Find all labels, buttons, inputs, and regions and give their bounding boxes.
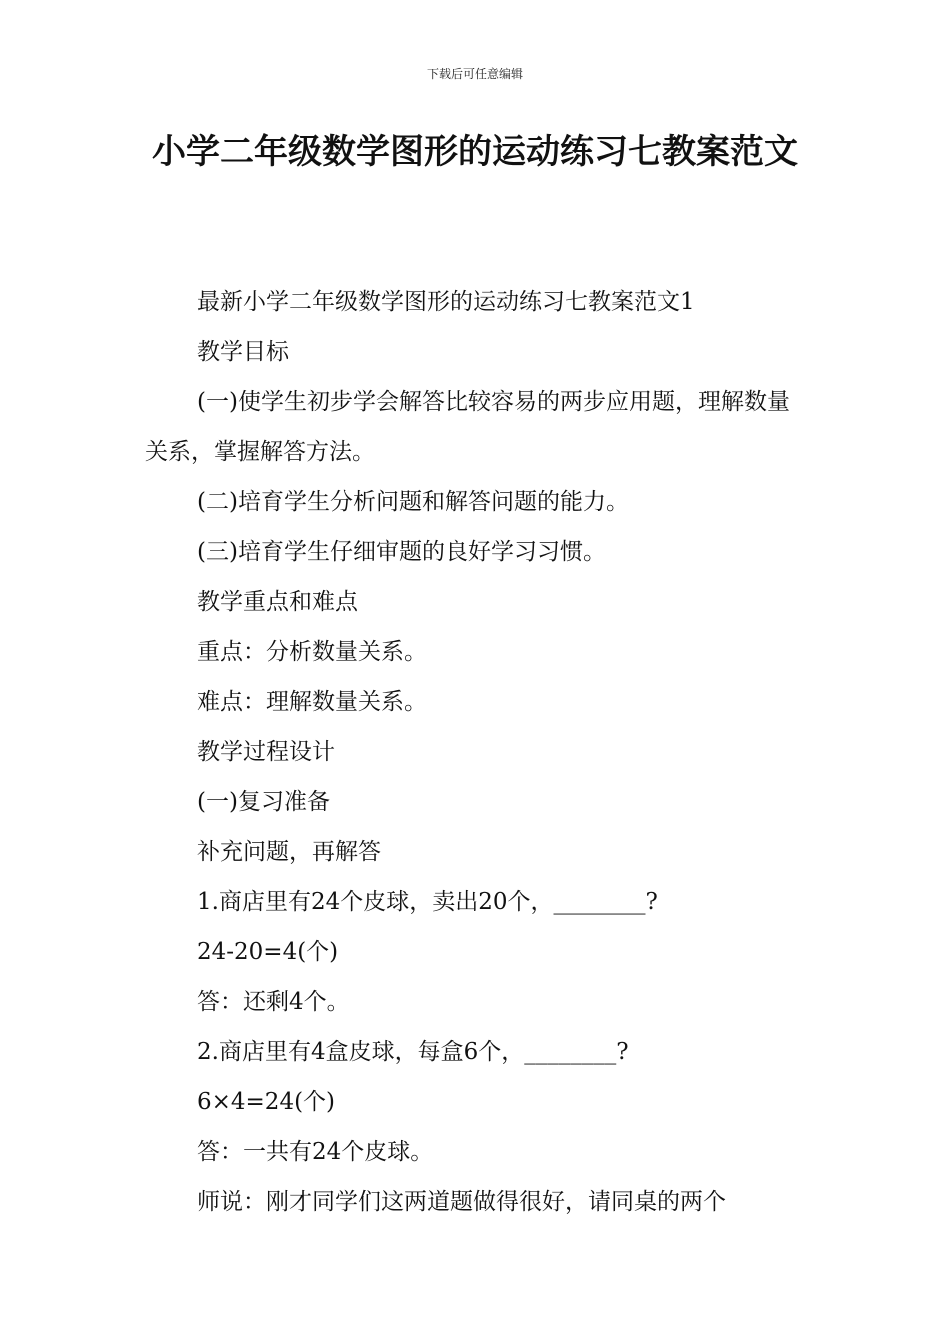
paragraph-key-points-heading: 教学重点和难点	[197, 589, 358, 615]
paragraph-goal-3: (三)培育学生仔细审题的良好学习习惯。	[197, 539, 606, 565]
paragraph-answer-2: 答：一共有24个皮球。	[197, 1139, 434, 1165]
paragraph-problem-1: 1.商店里有24个皮球，卖出20个，________?	[197, 889, 658, 915]
paragraph-review-heading: (一)复习准备	[197, 789, 330, 815]
paragraph-answer-1: 答：还剩4个。	[197, 989, 350, 1015]
paragraph-teaching-goals: 教学目标	[197, 339, 289, 365]
paragraph-equation-1: 24-20=4(个)	[197, 939, 339, 965]
paragraph-difficulty: 难点：理解数量关系。	[197, 689, 427, 715]
paragraph-instruction: 补充问题，再解答	[197, 839, 381, 865]
paragraph-key-point: 重点：分析数量关系。	[197, 639, 427, 665]
paragraph-problem-2: 2.商店里有4盒皮球，每盒6个，________?	[197, 1039, 629, 1065]
paragraph-section-heading: 最新小学二年级数学图形的运动练习七教案范文1	[197, 289, 695, 315]
document-body	[145, 277, 810, 1227]
document-title: 小学二年级数学图形的运动练习七教案范文	[152, 132, 798, 172]
paragraph-goal-2: (二)培育学生分析问题和解答问题的能力。	[197, 489, 629, 515]
header-note: 下载后可任意编辑	[426, 67, 523, 81]
paragraph-goal-1: (一)使学生初步学会解答比较容易的两步应用题，理解数量关系，掌握解答方法。	[145, 389, 790, 465]
paragraph-equation-2: 6×4=24(个)	[197, 1089, 336, 1115]
paragraph-process-heading: 教学过程设计	[197, 739, 335, 765]
paragraph-teacher-remark: 师说：刚才同学们这两道题做得很好，请同桌的两个	[197, 1189, 726, 1215]
